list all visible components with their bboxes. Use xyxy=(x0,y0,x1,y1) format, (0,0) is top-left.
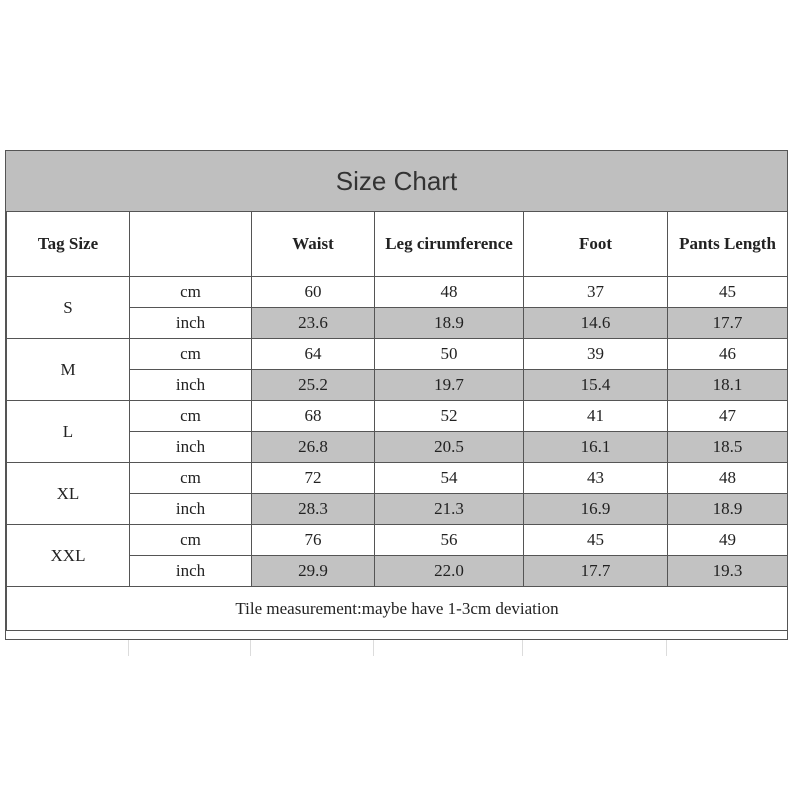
waist-cell: 60 xyxy=(252,277,375,308)
size-label: S xyxy=(7,277,130,339)
foot-cell: 16.9 xyxy=(524,494,668,525)
size-table xyxy=(6,211,788,631)
unit-cell: inch xyxy=(130,494,252,525)
chart-title: Size Chart xyxy=(6,151,787,212)
length-cell: 18.5 xyxy=(668,432,788,463)
size-label: L xyxy=(7,401,130,463)
waist-cell: 68 xyxy=(252,401,375,432)
table-row xyxy=(7,277,788,308)
gridline xyxy=(128,640,129,656)
length-cell: 19.3 xyxy=(668,556,788,587)
leg-cell: 54 xyxy=(375,463,524,494)
note-row xyxy=(7,587,788,631)
waist-cell: 72 xyxy=(252,463,375,494)
length-cell: 17.7 xyxy=(668,308,788,339)
foot-cell: 41 xyxy=(524,401,668,432)
length-cell: 49 xyxy=(668,525,788,556)
length-cell: 18.1 xyxy=(668,370,788,401)
length-cell: 46 xyxy=(668,339,788,370)
leg-cell: 52 xyxy=(375,401,524,432)
length-cell: 47 xyxy=(668,401,788,432)
gridline xyxy=(522,640,523,656)
waist-cell: 25.2 xyxy=(252,370,375,401)
length-cell: 45 xyxy=(668,277,788,308)
size-label: XXL xyxy=(7,525,130,587)
header-row xyxy=(7,212,788,277)
unit-cell: cm xyxy=(130,401,252,432)
leg-cell: 48 xyxy=(375,277,524,308)
unit-cell: inch xyxy=(130,556,252,587)
header-foot: Foot xyxy=(524,212,668,277)
leg-cell: 20.5 xyxy=(375,432,524,463)
leg-cell: 18.9 xyxy=(375,308,524,339)
gridline xyxy=(666,640,667,656)
unit-cell: cm xyxy=(130,525,252,556)
unit-cell: cm xyxy=(130,463,252,494)
leg-cell: 19.7 xyxy=(375,370,524,401)
unit-cell: cm xyxy=(130,339,252,370)
gridline xyxy=(250,640,251,656)
table-row xyxy=(7,463,788,494)
waist-cell: 23.6 xyxy=(252,308,375,339)
size-chart xyxy=(5,150,788,640)
header-leg-circumference: Leg cirumference xyxy=(375,212,524,277)
unit-cell: cm xyxy=(130,277,252,308)
foot-cell: 39 xyxy=(524,339,668,370)
foot-cell: 37 xyxy=(524,277,668,308)
length-cell: 48 xyxy=(668,463,788,494)
table-row xyxy=(7,339,788,370)
table-row xyxy=(7,401,788,432)
length-cell: 18.9 xyxy=(668,494,788,525)
foot-cell: 43 xyxy=(524,463,668,494)
unit-cell: inch xyxy=(130,370,252,401)
leg-cell: 50 xyxy=(375,339,524,370)
unit-cell: inch xyxy=(130,308,252,339)
header-waist: Waist xyxy=(252,212,375,277)
size-label: XL xyxy=(7,463,130,525)
table-row xyxy=(7,525,788,556)
foot-cell: 17.7 xyxy=(524,556,668,587)
unit-cell: inch xyxy=(130,432,252,463)
measurement-note: Tile measurement:maybe have 1-3cm deviation xyxy=(7,587,788,631)
waist-cell: 64 xyxy=(252,339,375,370)
foot-cell: 45 xyxy=(524,525,668,556)
leg-cell: 21.3 xyxy=(375,494,524,525)
header-unit xyxy=(130,212,252,277)
waist-cell: 29.9 xyxy=(252,556,375,587)
waist-cell: 26.8 xyxy=(252,432,375,463)
waist-cell: 28.3 xyxy=(252,494,375,525)
header-tag-size: Tag Size xyxy=(7,212,130,277)
leg-cell: 22.0 xyxy=(375,556,524,587)
foot-cell: 16.1 xyxy=(524,432,668,463)
header-pants-length: Pants Length xyxy=(668,212,788,277)
waist-cell: 76 xyxy=(252,525,375,556)
foot-cell: 14.6 xyxy=(524,308,668,339)
size-label: M xyxy=(7,339,130,401)
leg-cell: 56 xyxy=(375,525,524,556)
gridline xyxy=(373,640,374,656)
foot-cell: 15.4 xyxy=(524,370,668,401)
